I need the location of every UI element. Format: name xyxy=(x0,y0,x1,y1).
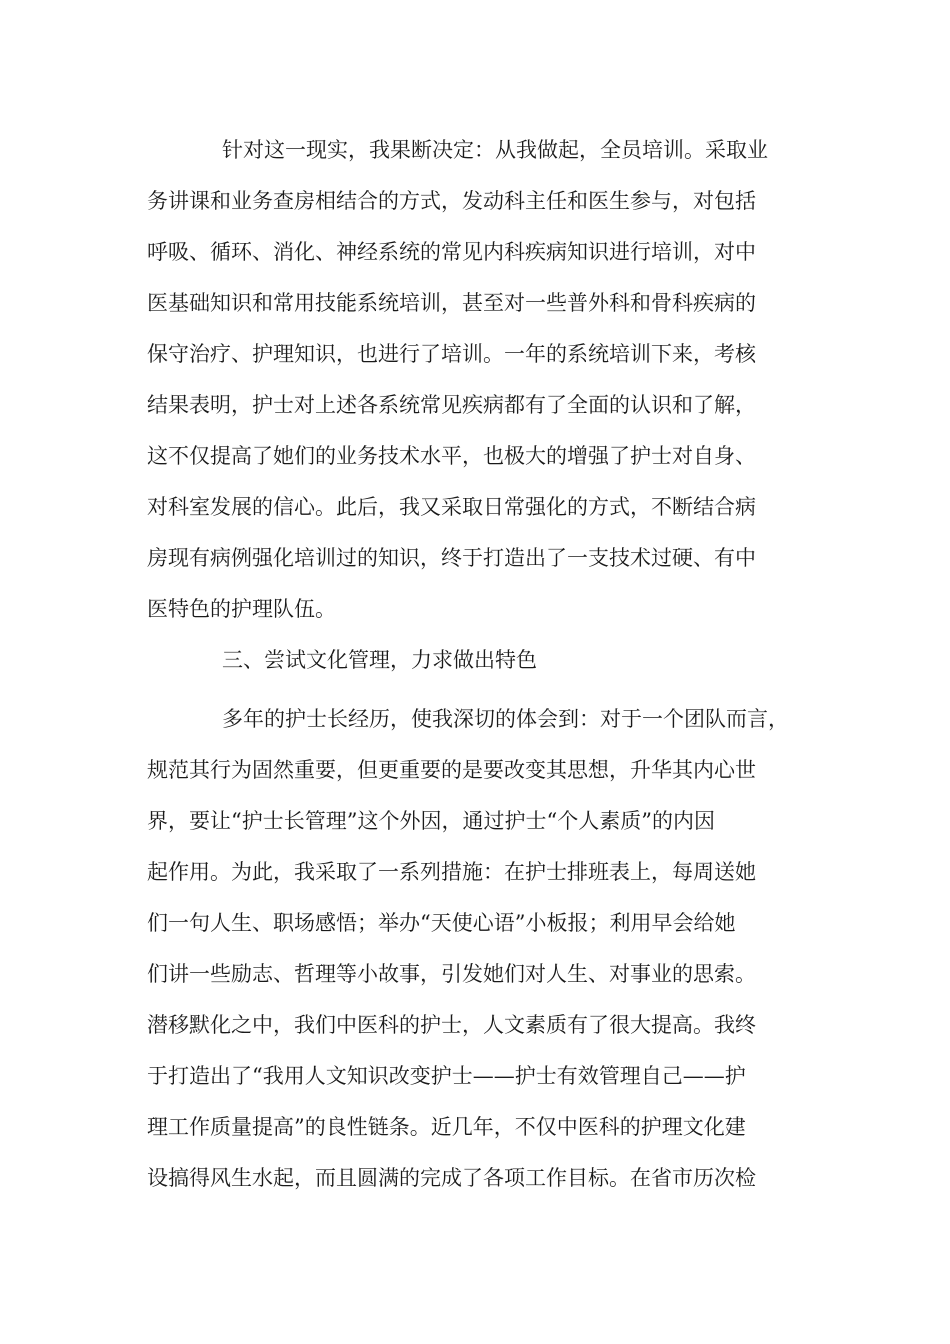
paragraph-1-line-9: 房现有病例强化培训过的知识，终于打造出了一支技术过硬、有中 xyxy=(147,546,756,570)
paragraph-1-line-1: 针对这一现实，我果断决定：从我做起，全员培训。采取业 xyxy=(222,138,768,162)
paragraph-1-line-4: 医基础知识和常用技能系统培训，甚至对一些普外科和骨科疾病的 xyxy=(147,291,756,315)
paragraph-1-line-6: 结果表明，护士对上述各系统常见疾病都有了全面的认识和了解， xyxy=(147,393,756,417)
paragraph-1-line-8: 对科室发展的信心。此后，我又采取日常强化的方式，不断结合病 xyxy=(147,495,756,519)
paragraph-2-line-7: 潜移默化之中，我们中医科的护士，人文素质有了很大提高。我终 xyxy=(147,1013,756,1037)
paragraph-1-line-5: 保守治疗、护理知识，也进行了培训。一年的系统培训下来，考核 xyxy=(147,342,756,366)
paragraph-1-line-2: 务讲课和业务查房相结合的方式，发动科主任和医生参与，对包括 xyxy=(147,189,756,213)
paragraph-2-line-6: 们讲一些励志、哲理等小故事，引发她们对人生、对事业的思索。 xyxy=(147,962,756,986)
paragraph-2-line-8: 于打造出了“我用人文知识改变护士——护士有效管理自己——护 xyxy=(147,1064,746,1088)
section-heading: 三、尝试文化管理，力求做出特色 xyxy=(222,648,537,672)
paragraph-2-line-4: 起作用。为此，我采取了一系列措施：在护士排班表上，每周送她 xyxy=(147,860,756,884)
paragraph-2-line-9: 理工作质量提高”的良性链条。近几年，不仅中医科的护理文化建 xyxy=(147,1115,746,1139)
paragraph-1-line-7: 这不仅提高了她们的业务技术水平，也极大的增强了护士对自身、 xyxy=(147,444,756,468)
paragraph-1-line-10: 医特色的护理队伍。 xyxy=(147,597,336,621)
paragraph-2-line-10: 设搞得风生水起，而且圆满的完成了各项工作目标。在省市历次检 xyxy=(147,1166,756,1190)
paragraph-2-line-3: 界，要让“护士长管理”这个外因，通过护士“个人素质”的内因 xyxy=(147,809,715,833)
paragraph-2-line-5: 们一句人生、职场感悟；举办“天使心语”小板报；利用早会给她 xyxy=(147,911,736,935)
paragraph-2-line-2: 规范其行为固然重要，但更重要的是要改变其思想，升华其内心世 xyxy=(147,758,756,782)
paragraph-2-line-1: 多年的护士长经历，使我深切的体会到：对于一个团队而言， xyxy=(222,707,789,731)
paragraph-1-line-3: 呼吸、循环、消化、神经系统的常见内科疾病知识进行培训，对中 xyxy=(147,240,756,264)
